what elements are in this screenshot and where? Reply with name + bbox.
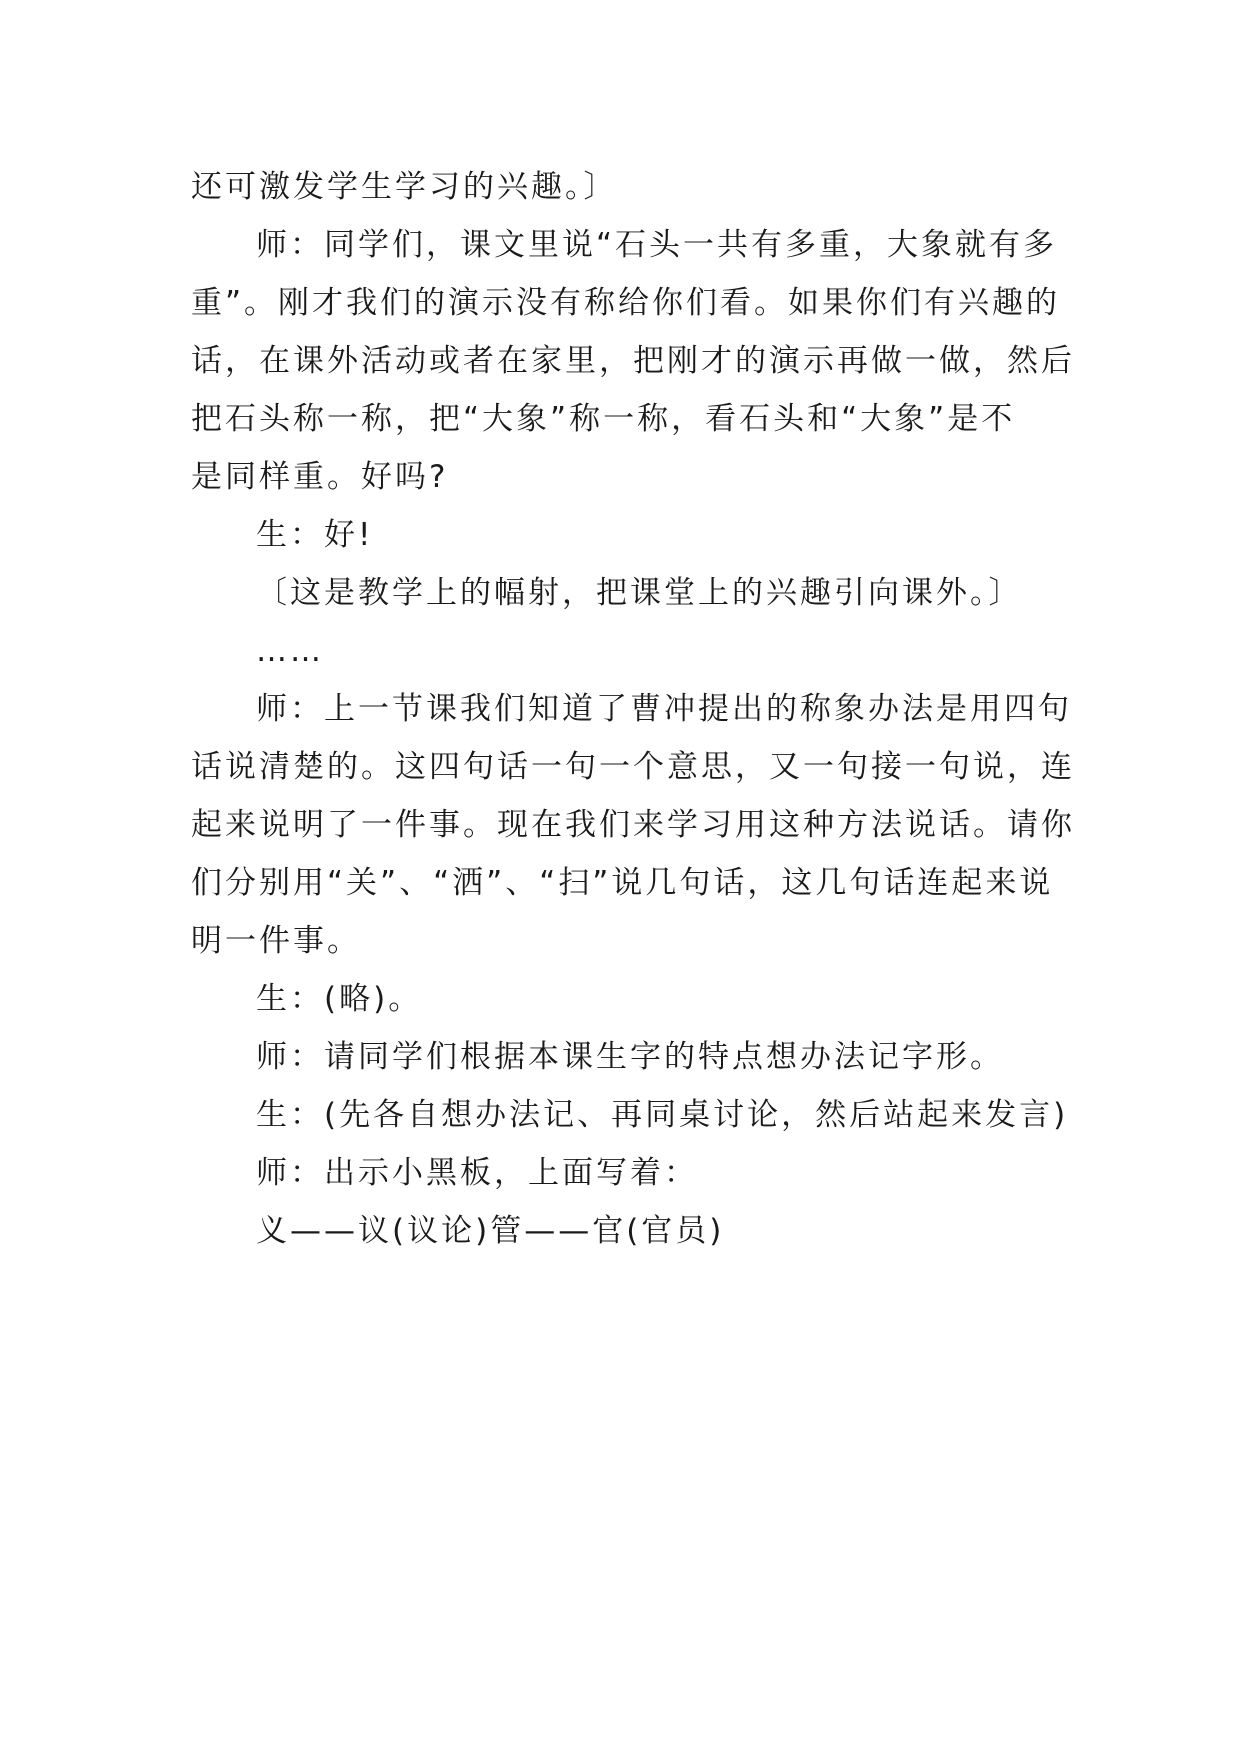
text-line: 师：请同学们根据本课生字的特点想办法记字形。 — [256, 1039, 1004, 1075]
ellipsis-line: …… — [256, 633, 324, 669]
text-line: 把石头称一称，把“大象”称一称，看石头和“大象”是不 — [191, 401, 1016, 437]
text-line: 起来说明了一件事。现在我们来学习用这种方法说话。请你 — [191, 807, 1075, 843]
text-line: 生：(先各自想办法记、再同桌讨论，然后站起来发言) — [256, 1097, 1069, 1133]
text-line: 明一件事。 — [191, 923, 361, 959]
text-line: 〔这是教学上的幅射，把课堂上的兴趣引向课外。〕 — [256, 575, 1023, 611]
text-line: 们分别用“关”、“洒”、“扫”说几句话，这几句话连起来说 — [191, 865, 1054, 901]
text-line: 话说清楚的。这四句话一句一个意思，又一句接一句说，连 — [191, 749, 1075, 785]
text-line: 生：好! — [256, 517, 374, 553]
text-line: 生：(略)。 — [256, 981, 423, 1017]
text-line: 还可激发学生学习的兴趣。〕 — [191, 169, 618, 205]
text-line: 是同样重。好吗? — [191, 459, 449, 495]
text-line: 师：同学们，课文里说“石头一共有多重，大象就有多 — [256, 227, 1058, 263]
text-line: 师：出示小黑板，上面写着： — [256, 1155, 698, 1191]
text-line: 话，在课外活动或者在家里，把刚才的演示再做一做，然后 — [191, 343, 1075, 379]
text-line: 重”。刚才我们的演示没有称给你们看。如果你们有兴趣的 — [191, 285, 1061, 321]
text-line: 师：上一节课我们知道了曹冲提出的称象办法是用四句 — [256, 691, 1072, 727]
text-line: 义——议(议论)管——官(官员) — [256, 1213, 725, 1249]
document-body — [191, 158, 1075, 1260]
